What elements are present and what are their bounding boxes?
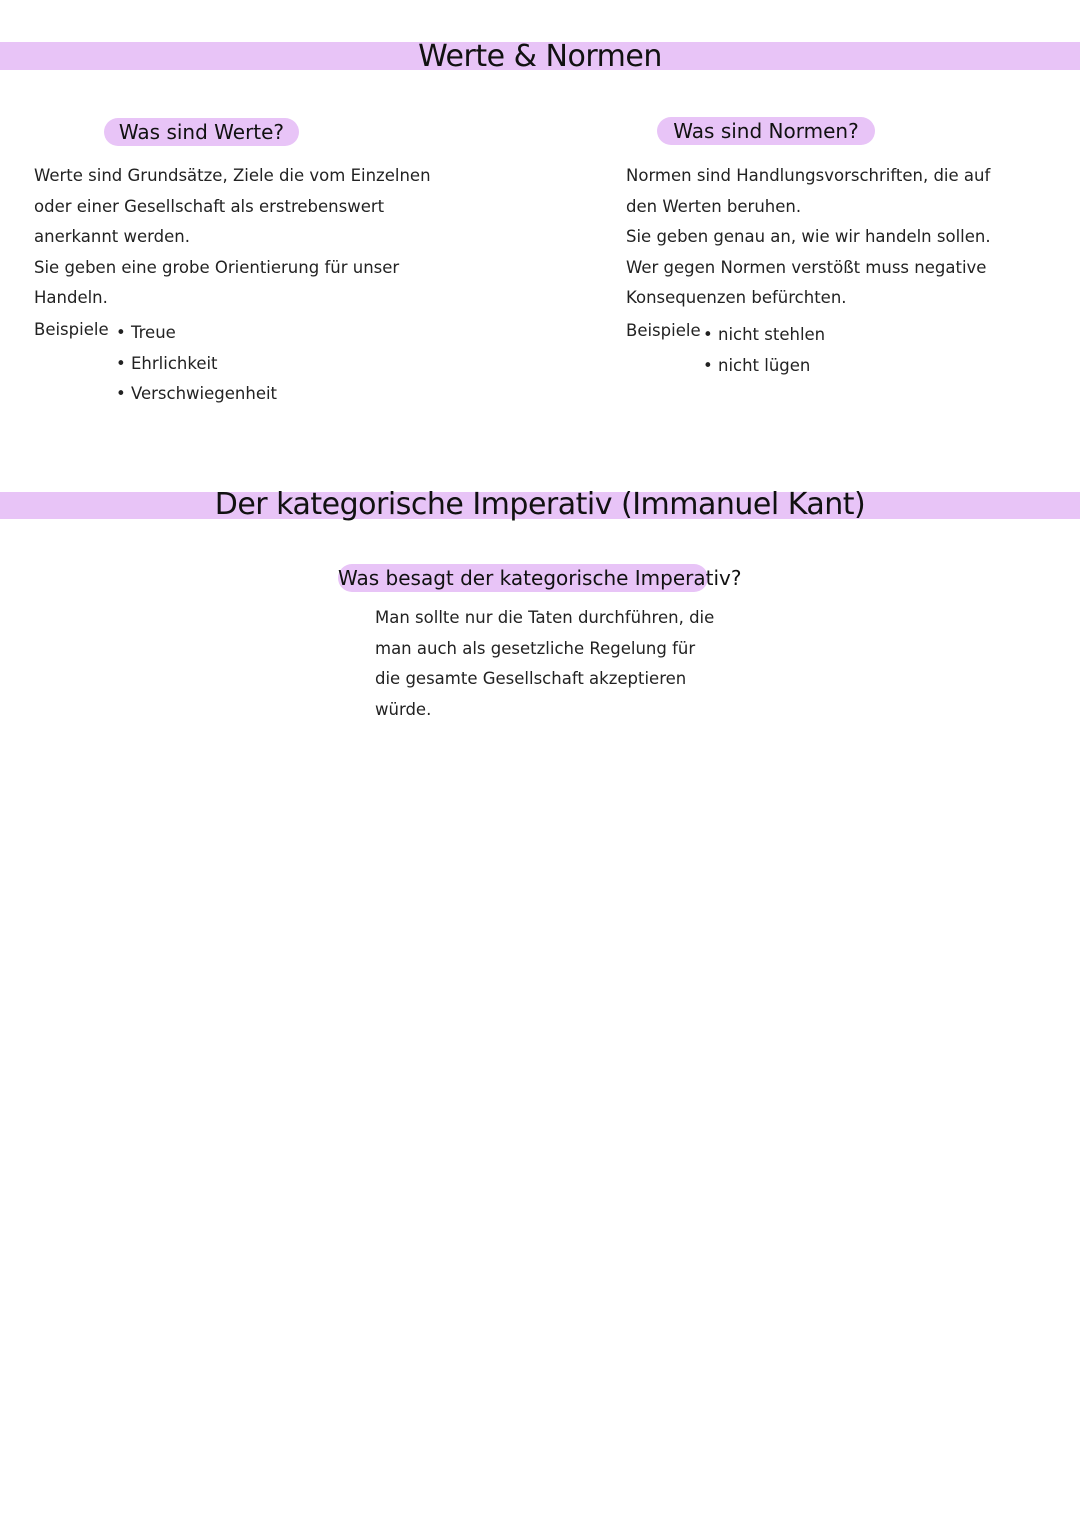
normen-example-item: • nicht stehlen [703, 320, 825, 351]
werte-example-item: • Verschwiegenheit [116, 379, 277, 410]
normen-line: Wer gegen Normen verstößt muss negative [626, 257, 987, 277]
normen-line: Normen sind Handlungsvorschriften, die auf [626, 166, 991, 185]
section-title-kategorischer-imperativ: Der kategorische Imperativ (Immanuel Kant) [214, 487, 866, 522]
section-title-werte-normen: Werte & Normen [418, 39, 662, 74]
normen-example-item: • nicht lügen [703, 351, 825, 382]
normen-line: Konsequenzen befürchten. [626, 288, 847, 307]
werte-line: Werte sind Grundsätze, Ziele die vom Einzelnen [34, 166, 431, 185]
werte-line: oder einer Gesellschaft als erstrebenswert [34, 196, 385, 216]
normen-definition [626, 161, 991, 314]
normen-examples-label: Beispiele [626, 321, 701, 340]
question-pill-imperativ: Was besagt der kategorische Imperativ? [338, 566, 742, 590]
imperativ-line: würde. [375, 699, 432, 719]
imperativ-line: die gesamte Gesellschaft akzeptieren [375, 669, 687, 688]
imperativ-line: man auch als gesetzliche Regelung für [375, 638, 696, 658]
werte-example-item: • Treue [116, 318, 277, 349]
question-pill-normen: Was sind Normen? [657, 117, 875, 145]
werte-example-item: • Ehrlichkeit [116, 349, 277, 380]
werte-line: Sie geben eine grobe Orientierung für unser [34, 257, 400, 277]
werte-examples-label: Beispiele [34, 320, 109, 339]
normen-line: den Werten beruhen. [626, 196, 802, 216]
werte-examples-list [116, 318, 277, 410]
imperativ-line: Man sollte nur die Taten durchführen, die [375, 608, 715, 627]
question-pill-werte: Was sind Werte? [104, 118, 299, 146]
imperativ-definition [375, 603, 714, 725]
werte-line: anerkannt werden. [34, 227, 190, 246]
werte-definition [34, 161, 431, 314]
normen-line: Sie geben genau an, wie wir handeln sollen. [626, 227, 991, 246]
werte-line: Handeln. [34, 288, 108, 307]
normen-examples-list [703, 320, 825, 381]
